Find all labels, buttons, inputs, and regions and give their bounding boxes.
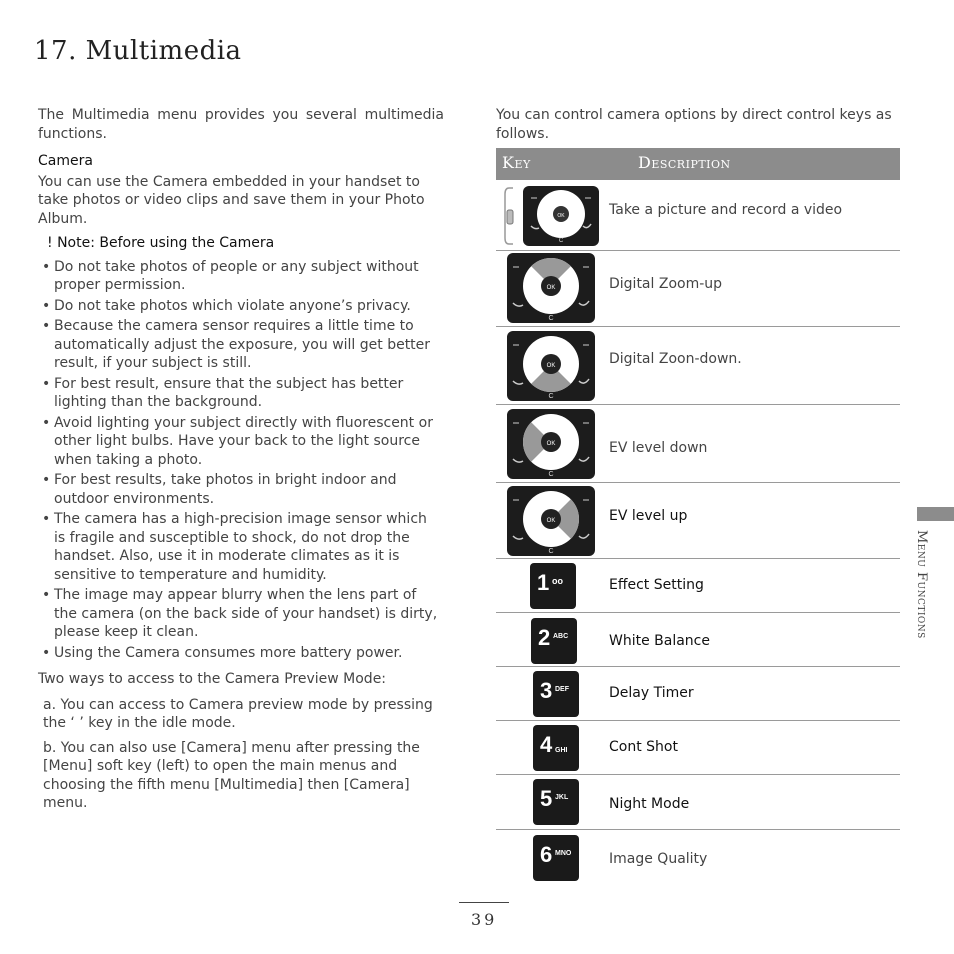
left-column: [38, 106, 444, 819]
key-number: 5: [540, 786, 553, 811]
access-steps: [43, 696, 444, 813]
svg-text:C: C: [548, 471, 554, 478]
key-1-icon: [530, 563, 576, 609]
row-description: Cont Shot: [609, 739, 678, 755]
row-description: Night Mode: [609, 796, 690, 812]
page-number: 39: [471, 910, 498, 929]
page-number-rule: [459, 902, 509, 903]
svg-text:OK: OK: [546, 441, 556, 447]
list-item: • For best result, ensure that the subject has better lighting than the background.: [42, 375, 444, 412]
row-description: Delay Timer: [609, 685, 694, 701]
key-column-header: Key: [502, 153, 531, 172]
nav-key-right-icon: [507, 486, 595, 556]
row-description: Digital Zoom-up: [609, 276, 723, 292]
side-tab-bar: [917, 507, 954, 521]
step-b: b. You can also use [Camera] menu after pressing the [Menu] soft key (left) to open the main menus and choosing the fifth menu [Multimedia] then [Camera] menu.: [43, 739, 420, 811]
nav-key-left-icon: [507, 409, 595, 479]
key-letters: ABC: [553, 633, 569, 640]
svg-text:OK: OK: [546, 285, 556, 291]
table-row: [496, 251, 900, 327]
row-description: EV level down: [609, 440, 708, 456]
svg-text:C: C: [548, 548, 554, 555]
table-row: [496, 405, 900, 483]
row-description: Image Quality: [609, 851, 708, 867]
key-number: 6: [540, 842, 553, 867]
table-row: [496, 483, 900, 559]
svg-text:C: C: [558, 238, 564, 244]
row-description: Take a picture and record a video: [609, 202, 843, 218]
key-number: 3: [540, 678, 553, 703]
row-description: Digital Zoon-down.: [609, 351, 742, 367]
key-letters: MNO: [555, 850, 572, 857]
controls-intro: You can control camera options by direct control keys as follows.: [496, 107, 892, 142]
nav-key-up-icon: [507, 253, 595, 323]
table-row: [496, 830, 900, 882]
table-row: [496, 559, 900, 613]
table-row: [496, 721, 900, 775]
camera-paragraph: You can use the Camera embedded in your handset to take photos or video clips and save them in your Photo Album.: [38, 173, 425, 227]
key-3-icon: [533, 671, 579, 717]
key-letters: GHI: [555, 747, 568, 754]
list-item: • The camera has a high-precision image sensor which is fragile and susceptible to shock, do not drop the handset. Also, use it in moderate climates as it is sensitive to temperature and humidity.: [42, 510, 444, 584]
step-a: a. You can access to Camera preview mode by pressing the ‘ ’ key in the idle mode.: [43, 696, 433, 731]
key-letters: JKL: [555, 794, 569, 801]
table-row: [496, 775, 900, 830]
table-row: [496, 327, 900, 405]
list-item: • The image may appear blurry when the lens part of the camera (on the back side of your handset) is dirty, please keep it clean.: [42, 586, 444, 642]
access-heading: Two ways to access to the Camera Preview Mode:: [38, 671, 387, 687]
list-item: • Do not take photos which violate anyone’s privacy.: [42, 297, 444, 316]
svg-text:C: C: [548, 315, 554, 322]
side-section-label: Menu Functions: [914, 530, 929, 639]
table-row: [496, 180, 900, 251]
note-heading: ! Note: Before using the Camera: [47, 235, 275, 251]
key-number: 2: [538, 625, 551, 650]
camera-notes-list: [42, 258, 444, 663]
list-item: • Because the camera sensor requires a little time to automatically adjust the exposure, you will get better result, if your subject is still.: [42, 317, 444, 373]
row-description: EV level up: [609, 508, 688, 524]
key-number: 1: [537, 570, 550, 595]
list-item: • Using the Camera consumes more battery power.: [42, 644, 444, 663]
svg-text:OK: OK: [546, 363, 556, 369]
list-item: • Avoid lighting your subject directly with fluorescent or other light bulbs. Have your back to the light source when taking a photo.: [42, 414, 444, 470]
table-header: [496, 148, 900, 180]
key-letters: DEF: [555, 686, 569, 693]
list-item: • For best results, take photos in bright indoor and outdoor environments.: [42, 471, 444, 508]
key-letters: oo: [552, 576, 563, 586]
right-column: [496, 106, 900, 152]
intro-paragraph: The Multimedia menu provides you several multimedia functions.: [38, 107, 444, 142]
side-camera-key-icon: [503, 186, 599, 246]
key-number: 4: [540, 732, 553, 757]
svg-text:OK: OK: [557, 213, 565, 219]
row-description: Effect Setting: [609, 577, 704, 593]
camera-heading: Camera: [38, 153, 93, 169]
table-row: [496, 667, 900, 721]
key-6-icon: [533, 835, 579, 881]
key-5-icon: [533, 779, 579, 825]
description-column-header: Description: [638, 153, 731, 172]
list-item: • Do not take photos of people or any subject without proper permission.: [42, 258, 444, 295]
key-4-icon: [533, 725, 579, 771]
row-description: White Balance: [609, 633, 710, 649]
page-title: 17. Multimedia: [34, 36, 242, 66]
nav-key-down-icon: [507, 331, 595, 401]
svg-text:OK: OK: [546, 518, 556, 524]
key-2-icon: [531, 618, 577, 664]
table-row: [496, 613, 900, 667]
svg-text:C: C: [548, 393, 554, 400]
